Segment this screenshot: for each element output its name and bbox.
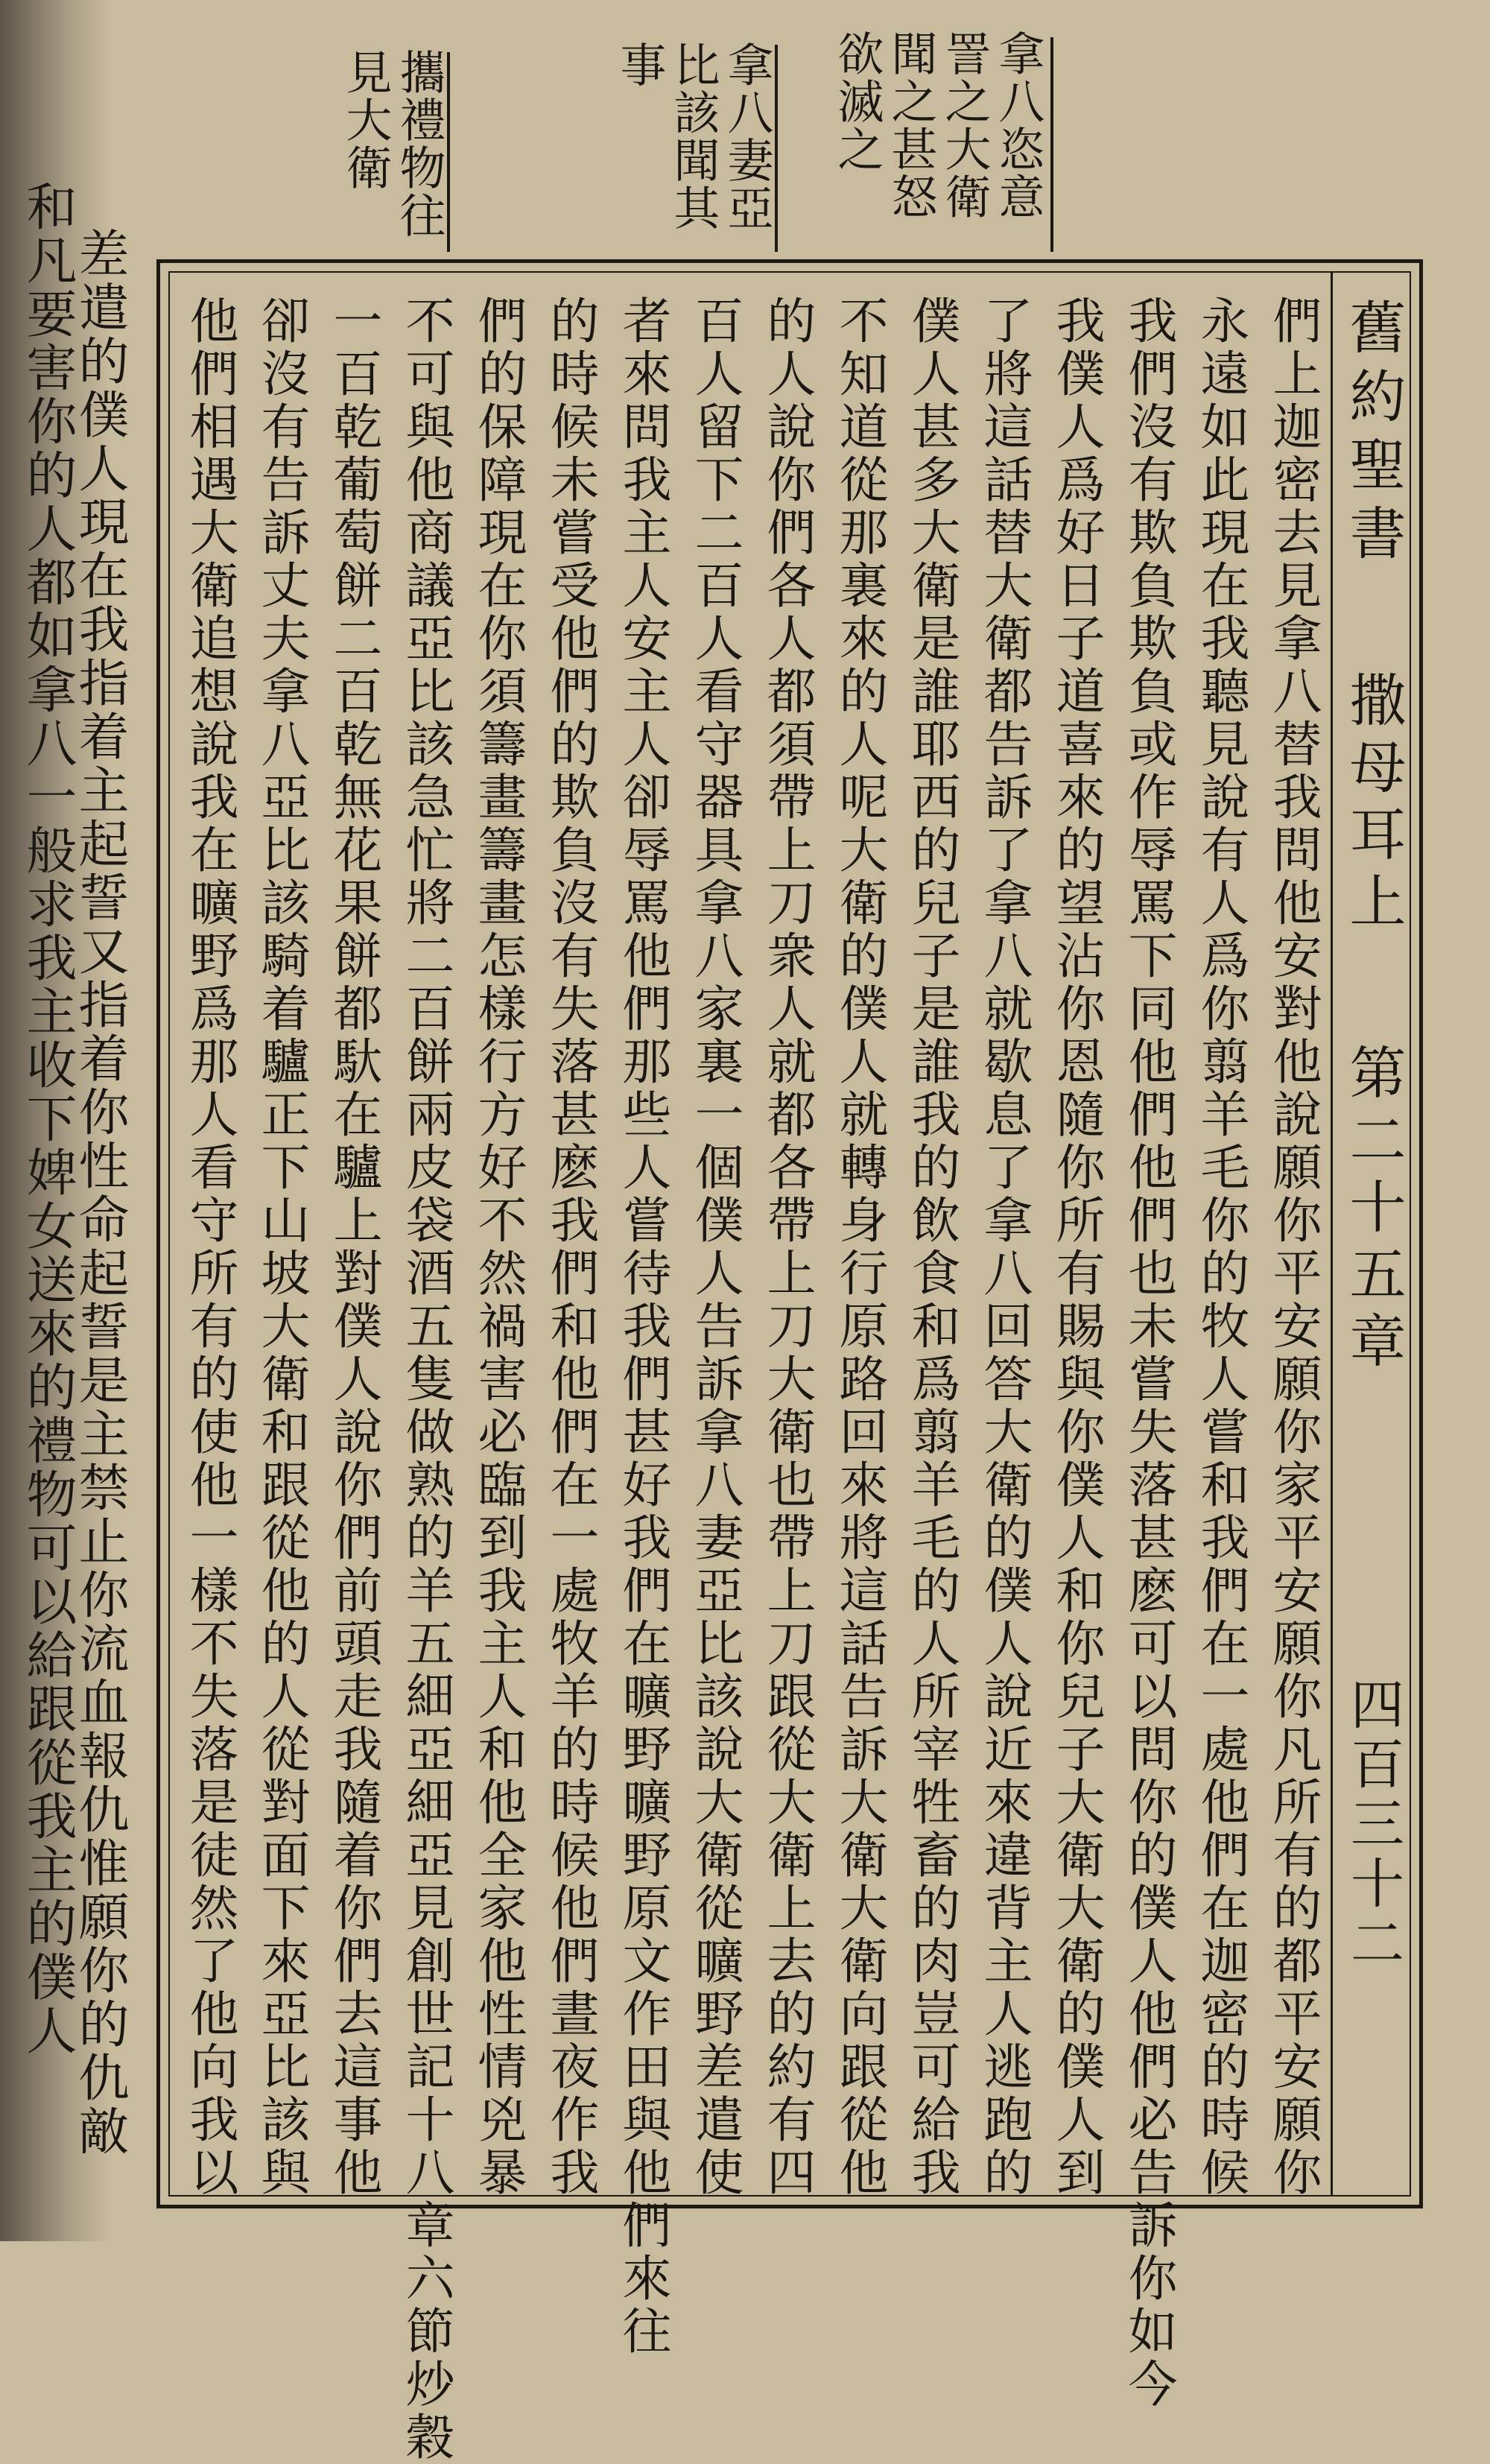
text-column: 卻沒有告訴丈夫拿八亞比該騎着驢正下山坡大衛和跟從他的人從對面下來亞比該與: [253, 295, 310, 2199]
marginal-note: 攜禮物往見大衛: [338, 48, 446, 239]
left-page-column: 和凡要害你的人都如拿八一般求我主收下婢女送來的禮物可以給跟從我主的僕人: [18, 180, 77, 2058]
text-column: 的人說你們各人都須帶上刀衆人就都各帶上刀大衛也帶上刀跟從大衛上去的約有四: [758, 295, 816, 2199]
text-column: 不知道從那裏來的人呢大衛的僕人就轉身行原路回來將這話告訴大衛大衛向跟從他: [831, 295, 888, 2199]
text-column: 們的保障現在你須籌畫籌畫怎樣行方好不然禍害必臨到我主人和他全家他性情兇暴: [469, 295, 527, 2199]
running-head-book: 舊約聖書: [1340, 298, 1407, 572]
page-number: 四百三十二: [1342, 1676, 1404, 1974]
running-head-book-name: 撒母耳上: [1340, 671, 1407, 939]
text-column: 百人留下二百人看守器具拿八家裏一個僕人告訴拿八妻亞比該說大衛從曠野差遣使: [686, 295, 744, 2199]
marginal-rule: [775, 45, 778, 252]
text-column: 了將這話替大衛都告訴了拿八就歇息了拿八回答大衛的僕人說近來違背主人逃跑的: [975, 295, 1033, 2199]
marginal-note: 拿八妻亞比該聞其事: [612, 41, 774, 232]
running-head-chapter: 第二十五章: [1340, 1043, 1407, 1378]
running-head-rule: [1331, 271, 1333, 2197]
text-column: 們上迦密去見拿八替我問他安對他說願你平安願你家平安願你凡所有的都平安願你: [1264, 295, 1322, 2199]
text-column: 永遠如此現在我聽見說有人爲你翦羊毛你的牧人嘗和我們在一處他們在迦密的時候: [1192, 295, 1249, 2199]
text-column: 我們沒有欺負欺負或作辱罵下同他們他們也未嘗失落甚麽可以問你的僕人他們必告訴你如今: [1120, 295, 1177, 2411]
marginal-rule: [1050, 37, 1053, 252]
text-column: 一百乾葡萄餅二百乾無花果餅都馱在驢上對僕人說你們前頭走我隨着你們去這事他: [325, 295, 382, 2199]
text-column: 他們相遇大衛追想說我在曠野爲那人看守所有的使他一樣不失落是徒然了他向我以: [181, 295, 238, 2199]
text-column: 者來問我主人安主人卻辱罵他們那些人嘗待我們甚好我們在曠野曠野原文作田與他們來往: [614, 295, 671, 2358]
text-column: 的時候未嘗受他們的欺負沒有失落甚麽我們和他們在一處牧羊的時候他們晝夜作我: [542, 295, 599, 2199]
left-page-column: 差遣的僕人現在我指着主起誓又指着你性命起誓是主禁止你流血報仇惟願你的仇敵: [70, 227, 129, 2159]
marginal-note: 拿八恣意詈之大衛聞之甚怒欲滅之: [830, 30, 1045, 221]
marginal-rule: [447, 52, 450, 252]
text-column: 我僕人爲好日子道喜來的望沾你恩隨你所有賜與你僕人和你兒子大衛大衛的僕人到: [1047, 295, 1105, 2199]
text-column: 僕人甚多大衛是誰耶西的兒子是誰我的飲食和爲翦羊毛的人所宰牲畜的肉豈可給我: [903, 295, 960, 2199]
text-column: 不可與他商議亞比該急忙將二百餅兩皮袋酒五隻做熟的羊五細亞細亞見創世記十八章六節炒穀: [397, 295, 454, 2464]
